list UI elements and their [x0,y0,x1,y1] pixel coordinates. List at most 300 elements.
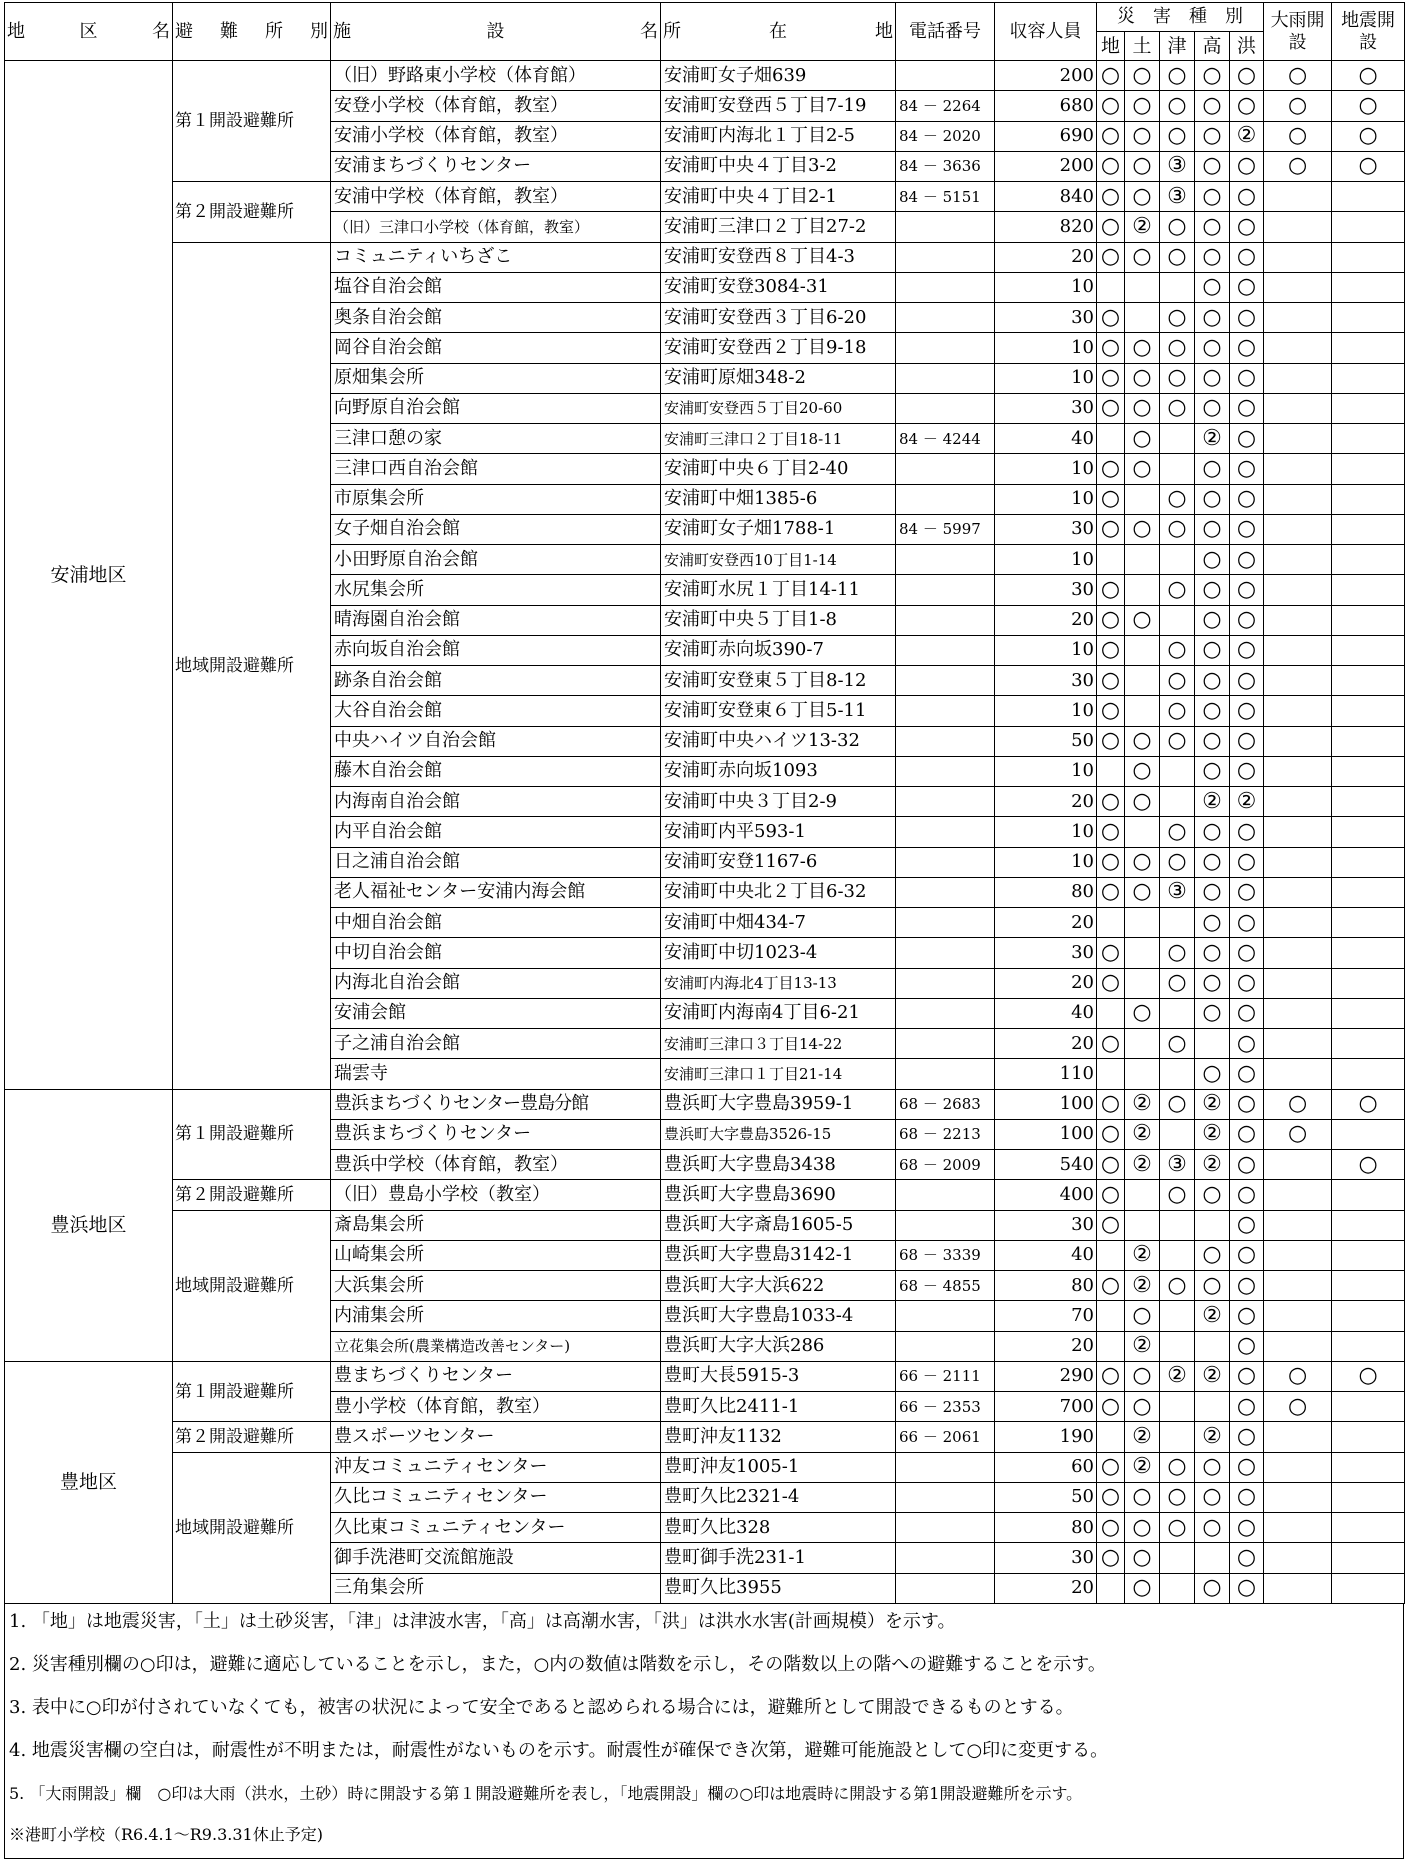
quake-mark [1332,787,1405,817]
facility-name: 原畑集会所 [331,363,661,393]
disaster-mark: ○ [1230,605,1264,635]
facility-phone: 68 － 3339 [896,1240,995,1270]
facility-phone [896,1573,995,1604]
disaster-mark: ○ [1160,847,1195,877]
disaster-mark: ○ [1230,1089,1264,1119]
shelter-category: 第１開設避難所 [173,1361,331,1422]
heavy-rain-mark [1264,817,1332,847]
disaster-mark: ② [1125,1150,1160,1180]
facility-capacity: 30 [995,393,1097,423]
disaster-mark: ○ [1160,484,1195,514]
disaster-mark [1097,545,1125,575]
facility-name: 安浦会館 [331,998,661,1028]
disaster-mark [1160,1543,1195,1573]
disaster-mark: ○ [1125,454,1160,484]
header-facility: 施 設 名 [331,3,661,61]
facility-name: 藤木自治会館 [331,756,661,786]
facility-capacity: 30 [995,666,1097,696]
disaster-mark: ○ [1160,1452,1195,1482]
disaster-mark: ○ [1097,393,1125,423]
disaster-mark: ○ [1195,726,1230,756]
disaster-mark [1195,1331,1230,1361]
disaster-mark: ○ [1230,666,1264,696]
heavy-rain-mark [1264,303,1332,333]
facility-phone: 68 － 2009 [896,1150,995,1180]
facility-address: 豊町沖友1005-1 [661,1452,896,1482]
disaster-mark: ○ [1230,1331,1264,1361]
disaster-mark: ○ [1097,847,1125,877]
disaster-mark: ○ [1195,756,1230,786]
facility-capacity: 80 [995,877,1097,907]
facility-name: 大浜集会所 [331,1271,661,1301]
facility-address: 豊浜町大字豊島1033-4 [661,1301,896,1331]
disaster-mark: ○ [1230,484,1264,514]
note-6: ※港町小学校（R6.4.1～R9.3.31休止予定) [9,1825,323,1844]
facility-name: 内浦集会所 [331,1301,661,1331]
facility-address: 豊町久比2321-4 [661,1482,896,1512]
facility-capacity: 20 [995,242,1097,272]
header-capacity: 収容人員 [995,3,1097,61]
header-disaster-type: 洪 [1230,32,1264,61]
disaster-mark: ○ [1195,666,1230,696]
facility-address: 安浦町内海南4丁目6-21 [661,998,896,1028]
facility-capacity: 840 [995,182,1097,212]
heavy-rain-mark [1264,756,1332,786]
disaster-mark: ○ [1097,787,1125,817]
disaster-mark: ○ [1097,121,1125,151]
table-row [5,61,1405,91]
facility-phone: 66 － 2061 [896,1422,995,1452]
disaster-mark [1160,545,1195,575]
facility-name: 豊スポーツセンター [331,1422,661,1452]
facility-phone [896,1180,995,1210]
disaster-mark: ○ [1195,877,1230,907]
facility-name: 内海南自治会館 [331,787,661,817]
disaster-mark [1125,696,1160,726]
disaster-mark: ○ [1125,242,1160,272]
shelter-category: 第２開設避難所 [173,1180,331,1210]
facility-address: 豊浜町大字豊島3690 [661,1180,896,1210]
facility-address: 安浦町女子畑639 [661,61,896,91]
disaster-mark: ○ [1125,1301,1160,1331]
facility-capacity: 820 [995,212,1097,242]
heavy-rain-mark [1264,1271,1332,1301]
disaster-mark: ② [1125,1452,1160,1482]
disaster-mark: ○ [1160,514,1195,544]
disaster-mark: ○ [1097,666,1125,696]
disaster-mark: ○ [1195,272,1230,302]
facility-capacity: 690 [995,121,1097,151]
facility-phone [896,938,995,968]
shelter-category: 第２開設避難所 [173,182,331,243]
facility-name: 豊小学校（体育館，教室） [331,1392,661,1422]
facility-address: 安浦町中畑434-7 [661,908,896,938]
facility-phone [896,756,995,786]
disaster-mark: ○ [1097,61,1125,91]
disaster-mark: ○ [1097,1089,1125,1119]
quake-mark: ○ [1332,1361,1405,1391]
quake-mark [1332,1240,1405,1270]
facility-name: 安浦中学校（体育館，教室） [331,182,661,212]
facility-address: 豊町久比2411-1 [661,1392,896,1422]
facility-name: 豊浜中学校（体育館，教室） [331,1150,661,1180]
disaster-mark: ○ [1195,484,1230,514]
disaster-mark: ○ [1097,605,1125,635]
quake-mark [1332,908,1405,938]
facility-capacity: 10 [995,484,1097,514]
quake-mark [1332,545,1405,575]
disaster-mark: ○ [1195,1271,1230,1301]
facility-phone [896,1210,995,1240]
disaster-mark: ○ [1195,212,1230,242]
facility-name: 小田野原自治会館 [331,545,661,575]
disaster-mark: ○ [1097,1543,1125,1573]
quake-mark [1332,575,1405,605]
note-1: 1. 「地」は地震災害，「土」は土砂災害，「津」は津波水害，「高」は高潮水害，「洪」は洪水水害(計画規模）を示す。 [9,1611,956,1632]
disaster-mark: ○ [1230,1573,1264,1604]
facility-name: 向野原自治会館 [331,393,661,423]
heavy-rain-mark: ○ [1264,1089,1332,1119]
disaster-mark [1160,1301,1195,1331]
disaster-mark: ○ [1160,635,1195,665]
disaster-mark: ③ [1160,151,1195,181]
facility-capacity: 100 [995,1089,1097,1119]
facility-capacity: 680 [995,91,1097,121]
quake-mark [1332,756,1405,786]
facility-name: 岡谷自治会館 [331,333,661,363]
disaster-mark: ② [1195,1089,1230,1119]
disaster-mark: ○ [1125,1392,1160,1422]
disaster-mark: ○ [1097,938,1125,968]
quake-mark: ○ [1332,1150,1405,1180]
facility-address: 豊町久比3955 [661,1573,896,1604]
facility-address: 安浦町三津口３丁目14-22 [661,1029,896,1059]
facility-capacity: 100 [995,1119,1097,1149]
heavy-rain-mark [1264,393,1332,423]
facility-address: 豊浜町大字豊島3142-1 [661,1240,896,1270]
quake-mark: ○ [1332,1089,1405,1119]
disaster-mark: ○ [1195,938,1230,968]
header-district: 地 区 名 [5,3,173,61]
disaster-mark: ○ [1230,61,1264,91]
facility-address: 安浦町赤向坂390-7 [661,635,896,665]
heavy-rain-mark [1264,1513,1332,1543]
facility-name: 豊浜まちづくりセンター豊島分館 [331,1089,661,1119]
disaster-mark: ② [1125,212,1160,242]
facility-address: 豊町久比328 [661,1513,896,1543]
quake-mark [1332,817,1405,847]
facility-name: 大谷自治会館 [331,696,661,726]
facility-phone [896,545,995,575]
facility-phone [896,454,995,484]
disaster-mark: ○ [1230,1059,1264,1089]
facility-phone [896,333,995,363]
disaster-mark [1125,635,1160,665]
disaster-mark: ○ [1230,1029,1264,1059]
heavy-rain-mark [1264,514,1332,544]
facility-capacity: 30 [995,514,1097,544]
heavy-rain-mark [1264,363,1332,393]
facility-address: 安浦町中央６丁目2-40 [661,454,896,484]
disaster-mark [1195,1392,1230,1422]
disaster-mark: ○ [1125,1513,1160,1543]
disaster-mark [1160,1392,1195,1422]
disaster-mark: ○ [1125,787,1160,817]
disaster-mark [1125,303,1160,333]
disaster-mark: ○ [1230,1271,1264,1301]
facility-capacity: 20 [995,908,1097,938]
facility-name: 斎島集会所 [331,1210,661,1240]
disaster-mark [1097,1059,1125,1089]
facility-address: 安浦町中央４丁目2-1 [661,182,896,212]
disaster-mark [1097,1331,1125,1361]
disaster-mark: ○ [1097,968,1125,998]
heavy-rain-mark: ○ [1264,1392,1332,1422]
facility-name: 久比東コミュニティセンター [331,1513,661,1543]
facility-name: 瑞雲寺 [331,1059,661,1089]
facility-name: 豊まちづくりセンター [331,1361,661,1391]
disaster-mark: ○ [1160,91,1195,121]
quake-mark [1332,303,1405,333]
heavy-rain-mark [1264,787,1332,817]
disaster-mark [1125,817,1160,847]
facility-address: 豊浜町大字斎島1605-5 [661,1210,896,1240]
heavy-rain-mark [1264,1422,1332,1452]
facility-name: 豊浜まちづくりセンター [331,1119,661,1149]
heavy-rain-mark [1264,333,1332,363]
heavy-rain-mark: ○ [1264,1361,1332,1391]
disaster-mark: ○ [1230,242,1264,272]
facility-phone [896,696,995,726]
disaster-mark [1160,1240,1195,1270]
heavy-rain-mark: ○ [1264,61,1332,91]
disaster-mark [1160,605,1195,635]
facility-capacity: 10 [995,847,1097,877]
heavy-rain-mark [1264,575,1332,605]
facility-capacity: 10 [995,635,1097,665]
disaster-mark: ○ [1160,212,1195,242]
disaster-mark: ○ [1195,1180,1230,1210]
disaster-mark: ○ [1160,938,1195,968]
facility-name: 塩谷自治会館 [331,272,661,302]
disaster-mark: ○ [1195,847,1230,877]
facility-address: 安浦町内平593-1 [661,817,896,847]
quake-mark [1332,1271,1405,1301]
disaster-mark: ○ [1195,151,1230,181]
disaster-mark: ○ [1195,363,1230,393]
facility-name: 晴海園自治会館 [331,605,661,635]
facility-address: 安浦町三津口１丁目21-14 [661,1059,896,1089]
disaster-mark [1097,908,1125,938]
disaster-mark: ② [1195,424,1230,454]
disaster-mark: ○ [1097,182,1125,212]
header-category: 避難所別 [173,3,331,61]
heavy-rain-mark [1264,938,1332,968]
facility-name: 水尻集会所 [331,575,661,605]
facility-capacity: 80 [995,1513,1097,1543]
quake-mark [1332,272,1405,302]
disaster-mark [1160,424,1195,454]
facility-capacity: 30 [995,1543,1097,1573]
disaster-mark: ○ [1195,454,1230,484]
facility-capacity: 10 [995,756,1097,786]
heavy-rain-mark [1264,182,1332,212]
facility-name: 日之浦自治会館 [331,847,661,877]
quake-mark [1332,998,1405,1028]
facility-address: 安浦町安登西３丁目6-20 [661,303,896,333]
disaster-mark: ○ [1230,333,1264,363]
facility-capacity: 30 [995,303,1097,333]
disaster-mark: ○ [1230,1210,1264,1240]
facility-capacity: 20 [995,1573,1097,1604]
disaster-mark: ○ [1125,91,1160,121]
heavy-rain-mark [1264,1029,1332,1059]
disaster-mark: ② [1195,1361,1230,1391]
notes-section [4,1603,1404,1859]
disaster-mark [1097,756,1125,786]
facility-phone [896,575,995,605]
disaster-mark: ○ [1160,1482,1195,1512]
disaster-mark [1160,998,1195,1028]
facility-phone [896,605,995,635]
facility-name: 沖友コミュニティセンター [331,1452,661,1482]
facility-name: 山崎集会所 [331,1240,661,1270]
heavy-rain-mark [1264,847,1332,877]
disaster-mark: ○ [1230,1392,1264,1422]
disaster-mark: ○ [1097,151,1125,181]
disaster-mark: ○ [1160,363,1195,393]
facility-phone [896,726,995,756]
facility-address: 豊町御手洗231-1 [661,1543,896,1573]
disaster-mark: ○ [1230,1482,1264,1512]
facility-phone [896,1029,995,1059]
disaster-mark: ○ [1125,847,1160,877]
disaster-mark: ○ [1160,817,1195,847]
facility-capacity: 20 [995,968,1097,998]
disaster-mark: ○ [1195,514,1230,544]
facility-address: 安浦町安登3084-31 [661,272,896,302]
shelter-category: 第２開設避難所 [173,1422,331,1452]
disaster-mark: ② [1195,1119,1230,1149]
facility-phone [896,635,995,665]
disaster-mark: ○ [1195,1059,1230,1089]
table-row [5,1422,1405,1452]
disaster-mark: ○ [1230,756,1264,786]
heavy-rain-mark [1264,484,1332,514]
disaster-mark: ○ [1125,605,1160,635]
note-3: 3. 表中に○印が付されていなくても，被害の状況によって安全であると認められる場合には，避難所として開設できるものとする。 [9,1697,1074,1718]
facility-name: 三津口西自治会館 [331,454,661,484]
disaster-mark: ○ [1097,91,1125,121]
quake-mark [1332,1573,1405,1604]
facility-capacity: 10 [995,545,1097,575]
quake-mark [1332,1059,1405,1089]
table-row [5,182,1405,212]
facility-address: 安浦町赤向坂1093 [661,756,896,786]
disaster-mark: ○ [1097,1361,1125,1391]
quake-mark [1332,182,1405,212]
quake-mark [1332,333,1405,363]
disaster-mark: ○ [1195,1482,1230,1512]
disaster-mark [1160,1573,1195,1604]
disaster-mark [1125,545,1160,575]
disaster-mark: ○ [1125,998,1160,1028]
heavy-rain-mark: ○ [1264,1119,1332,1149]
quake-mark [1332,666,1405,696]
facility-phone [896,877,995,907]
disaster-mark: ○ [1125,1361,1160,1391]
disaster-mark: ③ [1160,877,1195,907]
facility-address: 豊浜町大字豊島3526-15 [661,1119,896,1149]
facility-phone: 84 － 4244 [896,424,995,454]
disaster-mark: ○ [1230,817,1264,847]
heavy-rain-mark: ○ [1264,121,1332,151]
facility-name: （旧）三津口小学校（体育館，教室） [331,212,661,242]
facility-address: 安浦町中央３丁目2-9 [661,787,896,817]
quake-mark: ○ [1332,61,1405,91]
facility-name: 赤向坂自治会館 [331,635,661,665]
heavy-rain-mark [1264,272,1332,302]
facility-capacity: 60 [995,1452,1097,1482]
facility-address: 安浦町中央北２丁目6-32 [661,877,896,907]
heavy-rain-mark [1264,1543,1332,1573]
disaster-mark: ○ [1230,1119,1264,1149]
quake-mark [1332,847,1405,877]
facility-phone [896,1452,995,1482]
disaster-mark: ② [1195,1422,1230,1452]
heavy-rain-mark [1264,696,1332,726]
facility-phone [896,1331,995,1361]
disaster-mark: ② [1230,787,1264,817]
disaster-mark: ○ [1230,575,1264,605]
quake-mark [1332,696,1405,726]
disaster-mark: ○ [1230,1452,1264,1482]
disaster-mark: ○ [1125,151,1160,181]
disaster-mark: ○ [1125,726,1160,756]
disaster-mark: ○ [1125,1573,1160,1604]
facility-capacity: 50 [995,1482,1097,1512]
disaster-mark: ○ [1160,1180,1195,1210]
facility-phone [896,1482,995,1512]
header-disaster-type: 高 [1195,32,1230,61]
disaster-mark: ○ [1230,726,1264,756]
facility-name: 立花集会所(農業構造改善センター) [331,1331,661,1361]
disaster-mark: ○ [1230,635,1264,665]
disaster-mark: ○ [1160,333,1195,363]
facility-phone [896,393,995,423]
shelter-category: 第１開設避難所 [173,61,331,182]
facility-name: 三津口憩の家 [331,424,661,454]
facility-name: 市原集会所 [331,484,661,514]
quake-mark [1332,424,1405,454]
quake-mark [1332,1029,1405,1059]
facility-capacity: 30 [995,938,1097,968]
disaster-mark: ○ [1195,908,1230,938]
disaster-mark [1195,1029,1230,1059]
facility-capacity: 30 [995,1210,1097,1240]
facility-phone [896,847,995,877]
note-5: 5. 「大雨開設」欄 ○印は大雨（洪水，土砂）時に開設する第１開設避難所を表し，「地震開設」欄の○印は地震時に開設する第1開設避難所を示す。 [9,1784,1083,1803]
quake-mark [1332,514,1405,544]
facility-name: 中切自治会館 [331,938,661,968]
disaster-mark [1160,1210,1195,1240]
disaster-mark: ② [1195,787,1230,817]
heavy-rain-mark [1264,1210,1332,1240]
disaster-mark [1160,908,1195,938]
disaster-mark: ○ [1195,91,1230,121]
heavy-rain-mark [1264,1059,1332,1089]
quake-mark [1332,968,1405,998]
